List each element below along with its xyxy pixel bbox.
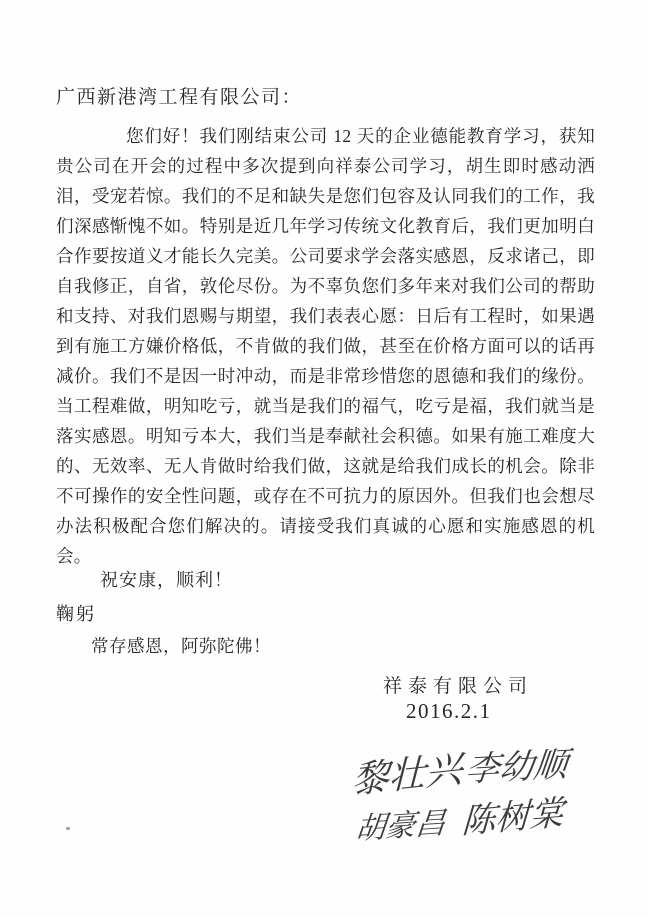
handwritten-signature-3: 胡豪昌 bbox=[353, 806, 448, 847]
letter-date: 2016.2.1 bbox=[406, 699, 492, 723]
handwritten-signature-1: 黎壮兴 bbox=[351, 749, 463, 803]
signer-company: 祥泰有限公司 bbox=[383, 676, 534, 697]
bow-line: 鞠躬 bbox=[56, 604, 96, 624]
handwritten-signature-2: 李幼顺 bbox=[463, 746, 570, 790]
scan-speck bbox=[66, 827, 70, 830]
closing-wish-line: 祝安康，顺利！ bbox=[100, 570, 233, 590]
handwritten-signature-4: 陈树棠 bbox=[460, 794, 565, 842]
letter-body: 您们好！我们刚结束公司 12 天的企业德能教育学习，获知贵公司在开会的过程中多次提到向祥泰公司学习，胡生即时感动洒泪，受宠若惊。我们的不足和缺失是您们包容及认同我们的工作，我们深感惭愧不如。特别是近几年学习传统文化教育后，我们更加明白合作要按道义才能长久完美。公司要求学会落实感恩，反求诸己，即自我修正，自省，敦伦尽份。为不辜负您们多年来对我们公司的帮助和支持、对我们恩赐与期望，我们表表心愿：日后有工程时，如果遇到有施工方嫌价格低，不肯做的我们做，甚至在价格方面可以的话再减价。我们不是因一时冲动，而是非常珍惜您的恩德和我们的缘份。当工程难做，明知吃亏，就当是我们的福气，吃亏是福，我们就当是落实感恩。明知亏本大，我们当是奉献社会积德。如果有施工难度大的、无效率、无人肯做时给我们做，这就是给我们成长的机会。除非不可操作的安全性问题，或存在不可抗力的原因外。但我们也会想尽办法积极配合您们解决的。请接受我们真诚的心愿和实施感恩的机会。 bbox=[56, 126, 595, 566]
blessing-line: 常存感恩，阿弥陀佛！ bbox=[91, 636, 271, 656]
recipient-line: 广西新港湾工程有限公司： bbox=[56, 87, 303, 108]
